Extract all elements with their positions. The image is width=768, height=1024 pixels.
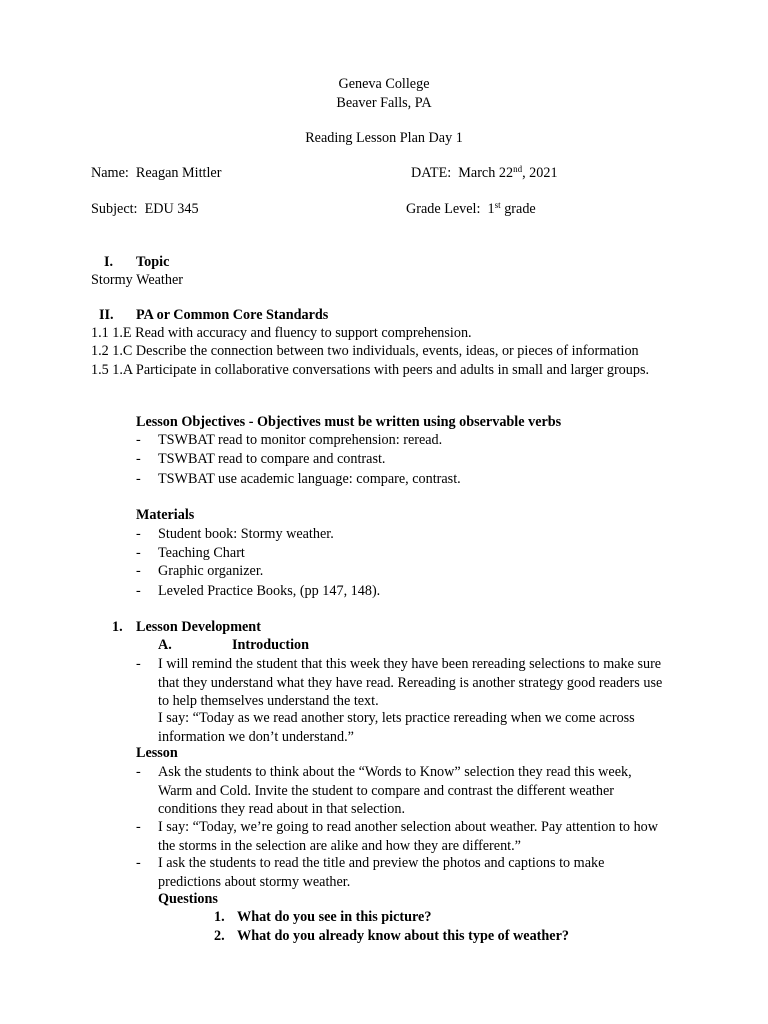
college-location: Beaver Falls, PA xyxy=(336,95,432,111)
document-title: Reading Lesson Plan Day 1 xyxy=(305,130,463,146)
date-value: March 22nd, 2021 xyxy=(458,164,558,181)
material-item: Graphic organizer. xyxy=(158,563,264,579)
bullet-dash: - xyxy=(136,545,141,561)
topic-text: Stormy Weather xyxy=(91,272,183,288)
date-row xyxy=(411,164,558,183)
college-name: Geneva College xyxy=(338,76,430,92)
grade-value: 1st grade xyxy=(487,200,536,217)
question-number: 1. xyxy=(214,909,225,925)
bullet-dash: - xyxy=(136,451,141,467)
questions-heading: Questions xyxy=(158,891,218,907)
subject-row xyxy=(91,200,199,219)
standard-item: 1.2 1.C Describe the connection between two individuals, events, ideas, or pieces of information xyxy=(91,343,639,359)
lesson-item: I say: “Today, we’re going to read another selection about weather. Pay attention to how the storms in the selection are alike and how they are different.” xyxy=(158,819,659,854)
objective-item: TSWBAT read to compare and contrast. xyxy=(158,451,386,467)
subject-label: Subject: xyxy=(91,201,138,217)
introduction-item: I will remind the student that this week they have been rereading selections to make sure that they understand what they have read. Rereading is another strategy good readers use to help themselves understand the text. xyxy=(158,656,663,709)
standards-heading: PA or Common Core Standards xyxy=(136,307,329,323)
objective-item: TSWBAT use academic language: compare, contrast. xyxy=(158,471,461,487)
topic-heading: Topic xyxy=(136,254,170,270)
bullet-dash: - xyxy=(136,432,141,448)
bullet-dash: - xyxy=(136,471,141,487)
date-label: DATE: xyxy=(411,165,452,181)
question-number: 2. xyxy=(214,928,225,944)
introduction-letter: A. xyxy=(158,637,172,653)
bullet-dash: - xyxy=(136,819,141,835)
standard-item: 1.1 1.E Read with accuracy and fluency to support comprehension. xyxy=(91,325,472,341)
lesson-heading: Lesson xyxy=(136,745,178,761)
development-number: 1. xyxy=(112,619,123,635)
name-label: Name: xyxy=(91,165,129,181)
bullet-dash: - xyxy=(136,656,141,672)
subject-value: EDU 345 xyxy=(144,201,199,217)
name-row xyxy=(91,164,221,183)
materials-heading: Materials xyxy=(136,507,195,523)
material-item: Student book: Stormy weather. xyxy=(158,526,334,542)
objectives-heading: Lesson Objectives - Objectives must be written using observable verbs xyxy=(136,414,562,430)
question-text: What do you see in this picture? xyxy=(237,909,432,925)
lesson-item: I ask the students to read the title and preview the photos and captions to make predictions about stormy weather. xyxy=(158,855,605,890)
bullet-dash: - xyxy=(136,764,141,780)
material-item: Teaching Chart xyxy=(158,545,245,561)
topic-numeral: I. xyxy=(104,254,114,270)
name-value: Reagan Mittler xyxy=(135,165,222,181)
bullet-dash: - xyxy=(136,583,141,599)
bullet-dash: - xyxy=(136,563,141,579)
question-text: What do you already know about this type of weather? xyxy=(237,928,569,944)
grade-label: Grade Level: xyxy=(406,201,481,217)
standard-item: 1.5 1.A Participate in collaborative conversations with peers and adults in small and larger groups. xyxy=(91,362,650,378)
introduction-say: I say: “Today as we read another story, lets practice rereading when we come across information we don’t understand.” xyxy=(158,710,635,745)
objective-item: TSWBAT read to monitor comprehension: reread. xyxy=(158,432,443,448)
bullet-dash: - xyxy=(136,526,141,542)
grade-row xyxy=(406,200,536,219)
introduction-heading: Introduction xyxy=(232,637,309,653)
development-heading: Lesson Development xyxy=(136,619,261,635)
lesson-item: Ask the students to think about the “Words to Know” selection they read this week, Warm and Cold. Invite the student to compare and contrast the different weather conditions they read about in that selection. xyxy=(158,764,632,817)
material-item: Leveled Practice Books, (pp 147, 148). xyxy=(158,583,381,599)
bullet-dash: - xyxy=(136,855,141,871)
standards-numeral: II. xyxy=(99,307,114,323)
